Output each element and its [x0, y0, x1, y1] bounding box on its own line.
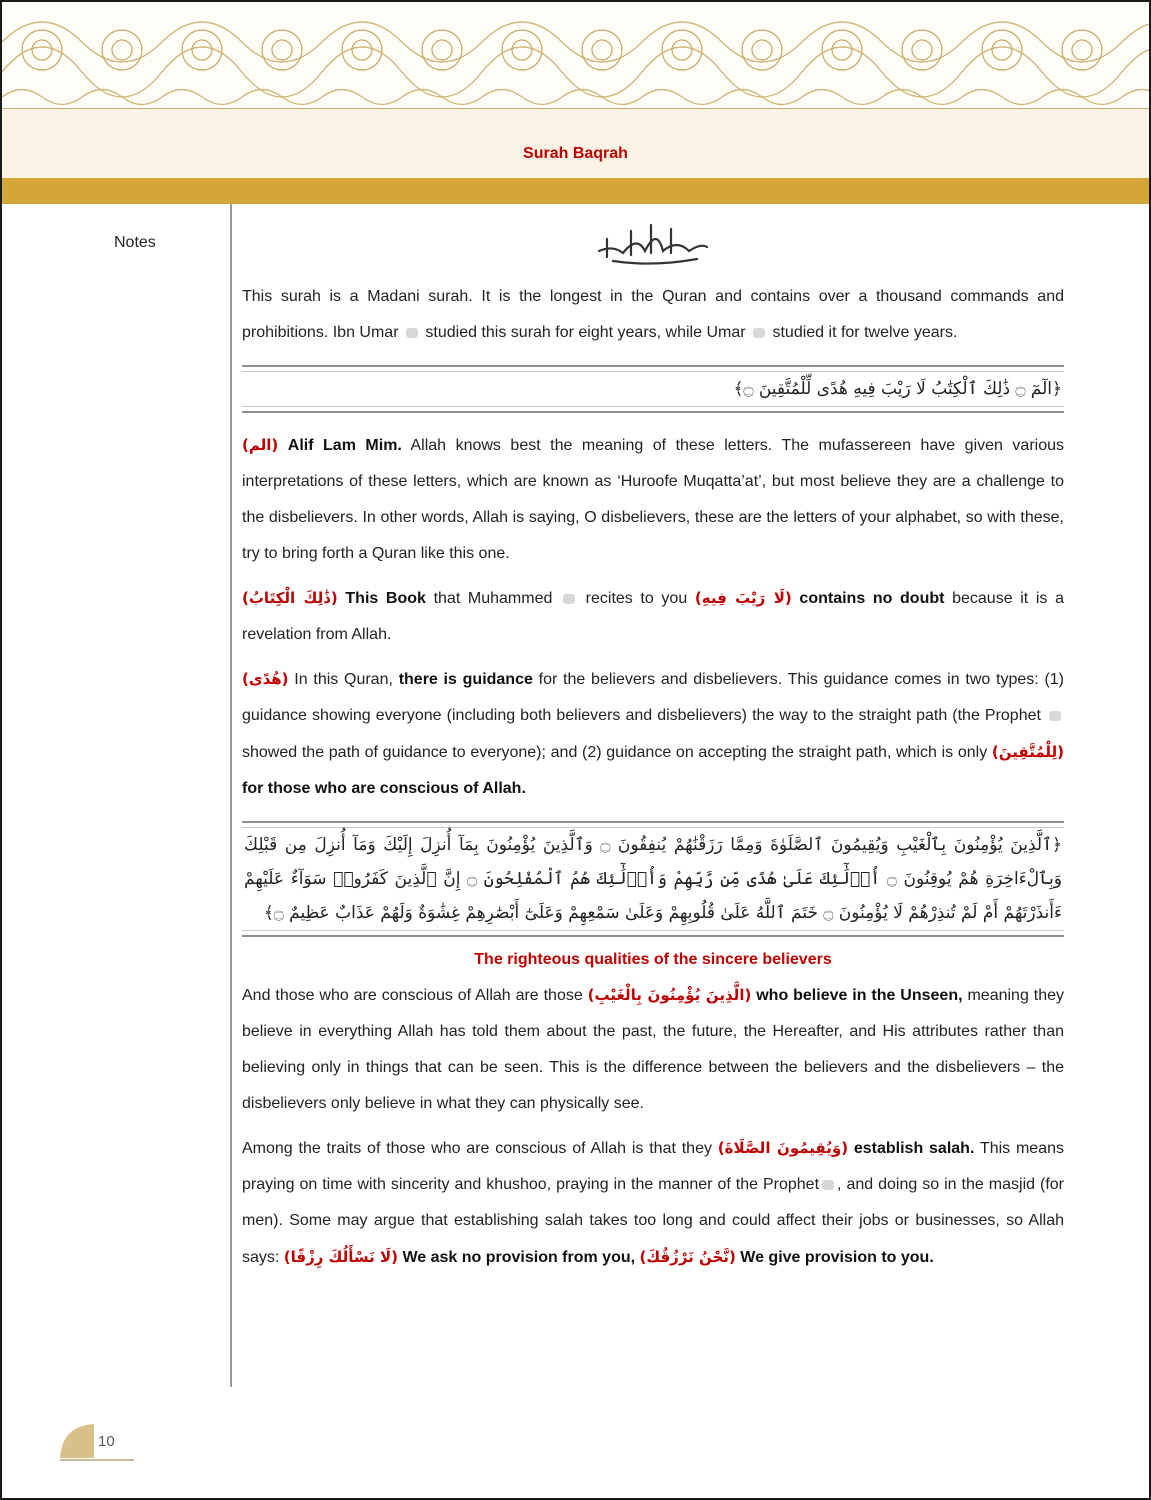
verse-box-1: [242, 365, 1064, 413]
page-number-badge: [58, 1420, 138, 1464]
section-heading: The righteous qualities of the sincere believers: [474, 951, 832, 968]
bismillah-calligraphy: [242, 217, 1064, 279]
verse-box-2: [242, 821, 1064, 937]
quran-verse: ﴿ٱلَّذِينَ يُؤْمِنُونَ بِٱلْغَيْبِ وَيُقِيمُونَ ٱلصَّلَوٰةَ وَمِمَّا رَزَقْنَٰهُمْ يُنفِقُونَ ۝ وَٱلَّذِينَ يُؤْمِنُونَ بِمَآ أُنزِلَ إِلَيْكَ وَمَآ أُنزِلَ مِن قَبْلِكَ وَبِٱلْءَاخِرَةِ هُمْ يُوقِنُونَ ۝ أُو۟لَٰٓئِكَ عَلَىٰ هُدًى مِّن رَّبِّهِمْ وَأُو۟لَٰٓئِكَ هُمُ ٱلْمُفْلِحُونَ ۝ إِنَّ ٱلَّذِينَ كَفَرُوا۟ سَوَآءٌ عَلَيْهِمْ ءَأَنذَرْتَهُمْ أَمْ لَمْ تُنذِرْهُمْ لَا يُؤْمِنُونَ ۝ خَتَمَ ٱللَّهُ عَلَىٰ قُلُوبِهِمْ وَعَلَىٰ سَمْعِهِمْ وَعَلَىٰٓ أَبْصَٰرِهِمْ غِشَٰوَةٌ وَلَهُمْ عَذَابٌ عَظِيمٌ ۝﴾: [244, 835, 1062, 923]
honorific-icon: [822, 1180, 834, 1190]
notes-label: Notes: [114, 234, 156, 251]
arabic-term: (ذَٰلِكَ الْكِتَابُ): [242, 589, 338, 607]
paragraph-this-book: (ذَٰلِكَ الْكِتَابُ) This Book that Muhammed recites to you (لَا رَيْبَ فِيهِ) contains no doubt because it is a revelation from Allah.: [242, 589, 1064, 643]
honorific-icon: [563, 594, 575, 604]
arabic-term: (لَا نَسْأَلُكَ رِزْقًا): [283, 1248, 398, 1266]
paragraph-alif-lam-mim: (الم) Alif Lam Mim. Allah knows best the meaning of these letters. The mufassereen have given various interpretations of these letters, which are known as ‘Huroofe Muqatta’at’, but most believe they are a challenge to the disbelievers. In other words, Allah is saying, O disbelievers, these are the letters of your alphabet, so with these, try to bring forth a Quran like this one.: [242, 436, 1065, 562]
decorative-ornament-border: [2, 2, 1149, 106]
paragraph-believe-unseen: And those who are conscious of Allah are those (الَّذِينَ يُؤْمِنُونَ بِالْغَيْبِ) who believe in the Unseen, meaning they believe in everything Allah has told them about the past, the future, the Hereafter, and His attributes rather than believing only in things that can be seen. This is the difference between the believers and the disbelievers – the disbelievers only believe in what they can physically see.: [242, 986, 1064, 1112]
arabic-term: (وَيُقِيمُونَ الصَّلَاةَ): [717, 1139, 849, 1157]
paragraph-establish-salah: Among the traits of those who are conscious of Allah is that they (وَيُقِيمُونَ الصَّلَاةَ) establish salah. This means praying on time with sincerity and khushoo, praying in the manner of the Prophet , and doing so in the masjid (for men). Some may argue that establishing salah takes too long and could affect their jobs or businesses, so Allah says: (لَا نَسْأَلُكَ رِزْقًا) We ask no provision from you, (نَّحْنُ نَرْزُقُكَ) We give provision to you.: [242, 1139, 1064, 1266]
honorific-icon: [406, 328, 418, 338]
honorific-icon: [1049, 711, 1061, 721]
header-accent-bar: [2, 178, 1149, 204]
page-number: 10: [98, 1433, 115, 1450]
paragraph-guidance: (هُدًى) In this Quran, there is guidance for the believers and disbelievers. This guidance comes in two types: (1) guidance showing everyone (including both believers and disbelievers) the way to the straight path (the Prophet showed the path of guidance to everyone); and (2) guidance on accepting the straight path, which is only (لِلْمُتَّقِينَ) for those who are conscious of Allah.: [242, 670, 1065, 797]
column-divider: [230, 204, 232, 1387]
header-band: [2, 108, 1149, 179]
arabic-term: (لَا رَيْبَ فِيهِ): [694, 589, 792, 607]
main-content: [242, 217, 1064, 1276]
arabic-term: (لِلْمُتَّقِينَ): [991, 743, 1064, 761]
arabic-term: (نَّحْنُ نَرْزُقُكَ): [639, 1248, 736, 1266]
arabic-term: (هُدًى): [242, 670, 289, 688]
quran-verse: ﴿الٓمٓ ۝ ذَٰلِكَ ٱلْكِتَٰبُ لَا رَيْبَ فِيهِ هُدًى لِّلْمُتَّقِينَ ۝﴾: [733, 379, 1062, 399]
arabic-term: (الَّذِينَ يُؤْمِنُونَ بِالْغَيْبِ): [587, 986, 752, 1004]
honorific-icon: [753, 328, 765, 338]
page-title: Surah Baqrah: [523, 145, 628, 162]
intro-paragraph: This surah is a Madani surah. It is the longest in the Quran and contains over a thousand commands and prohibitions. Ibn Umar studied this surah for eight years, while Umar studied it for twelve years.: [242, 288, 1064, 341]
arabic-term: (الم): [242, 436, 279, 454]
